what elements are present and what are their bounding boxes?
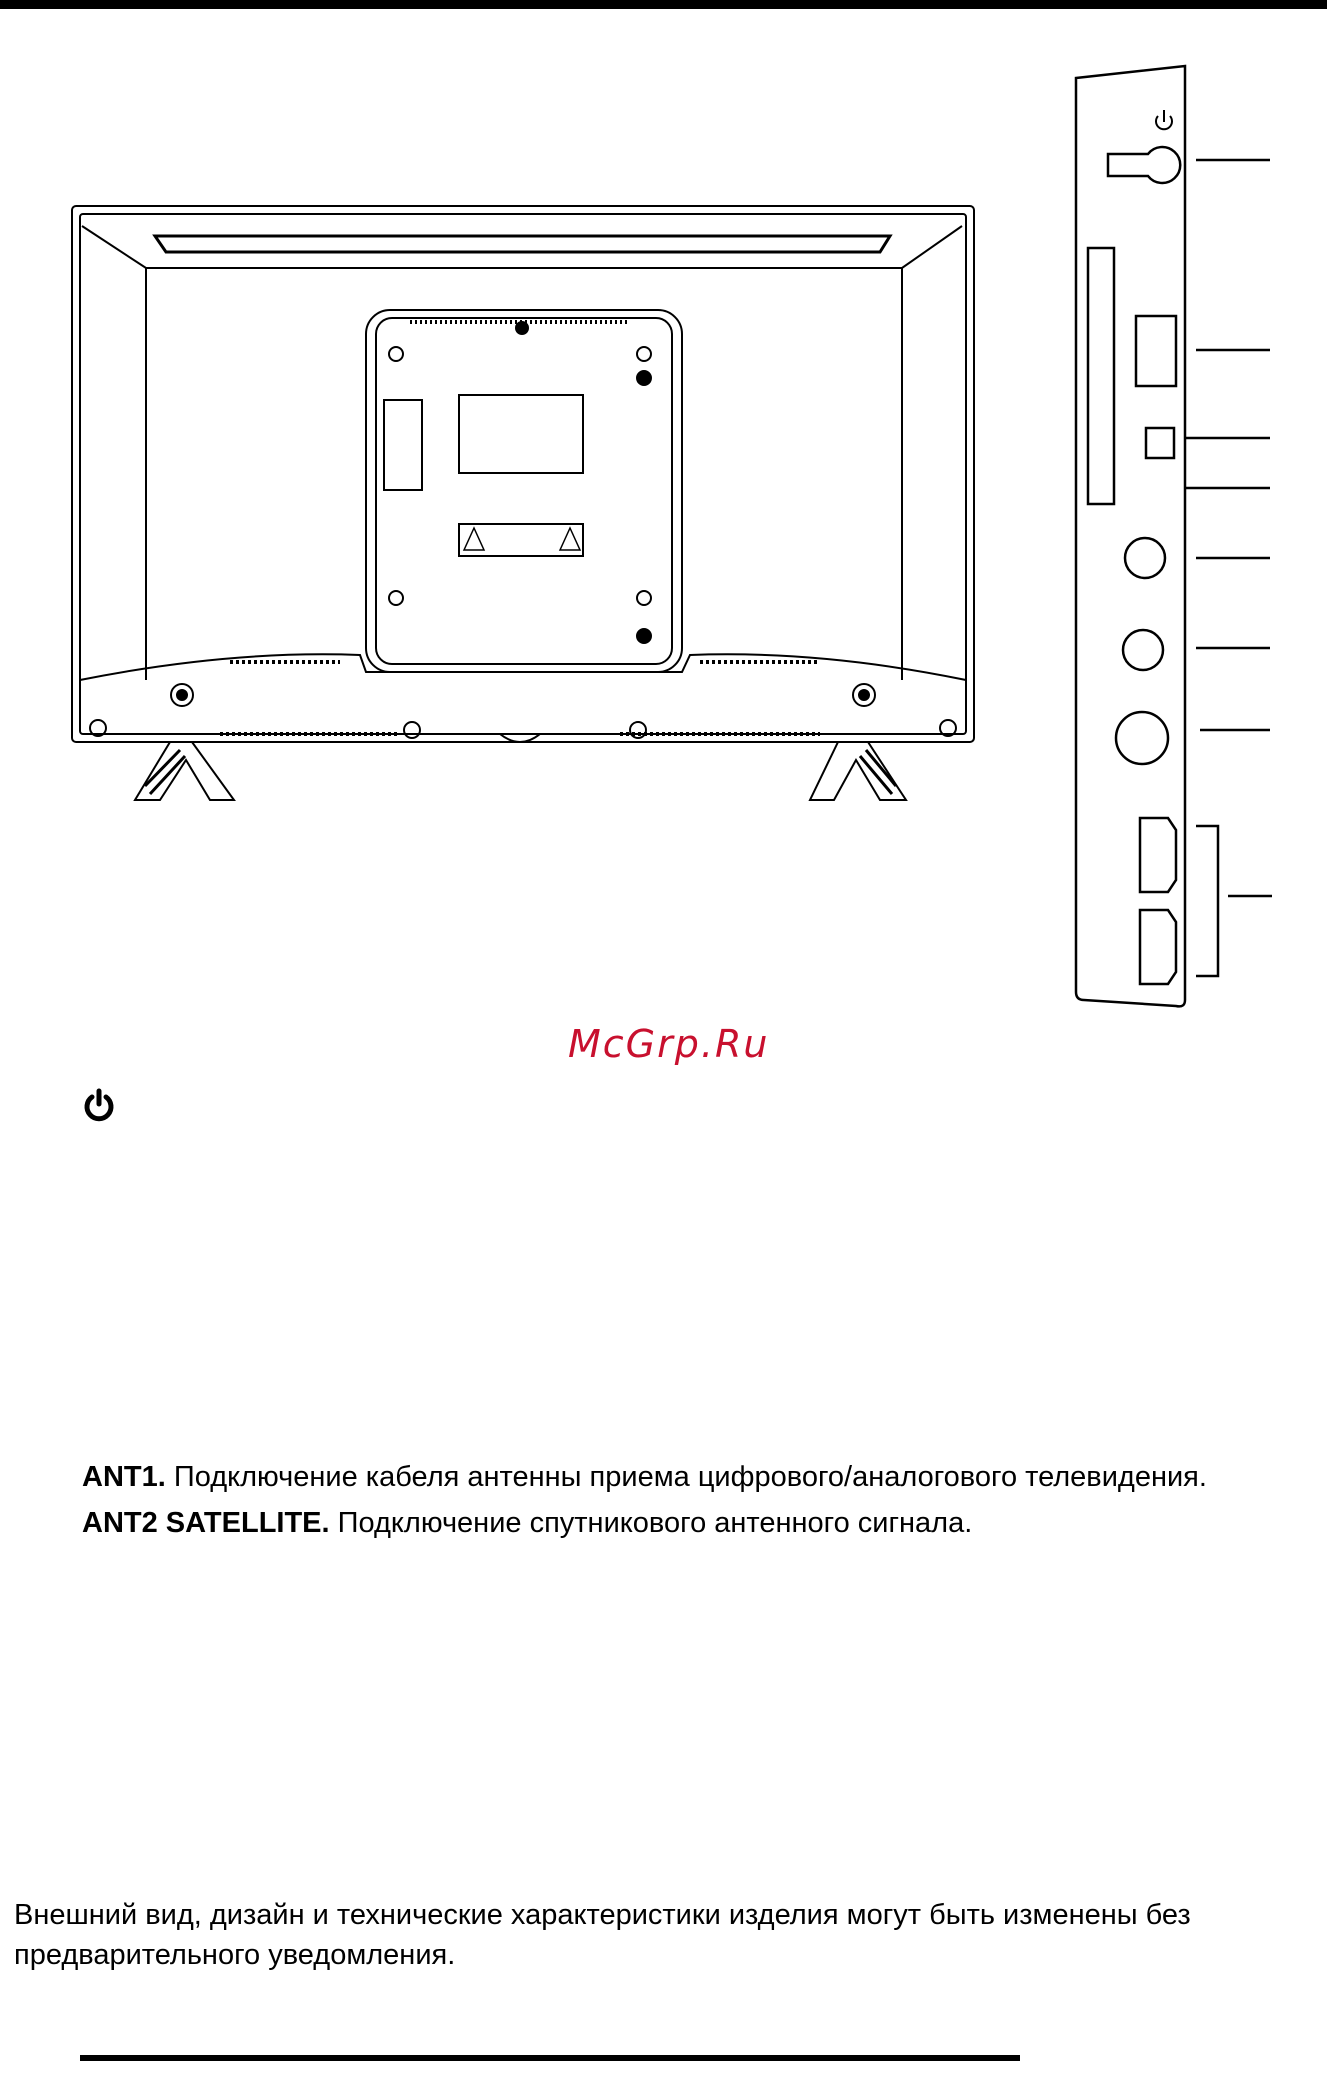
ant2-note <box>82 1505 972 1541</box>
power-icon <box>82 1088 116 1122</box>
tv-rear-diagram <box>0 0 1327 1010</box>
ant1-term: ANT1. <box>82 1461 166 1493</box>
ant1-note <box>82 1459 1207 1495</box>
ant2-term: ANT2 SATELLITE. <box>82 1507 330 1539</box>
watermark: McGrp.Ru <box>568 1022 770 1066</box>
ant2-text: Подключение спутникового антенного сигнала. <box>329 1507 973 1539</box>
disclaimer: Внешний вид, дизайн и технические характеристики изделия могут быть изменены без предварительного уведомления. <box>14 1899 1191 1971</box>
bottom-rule <box>80 2055 1020 2061</box>
tv-back-panel <box>72 206 974 800</box>
ant1-text: Подключение кабеля антенны приема цифрового/аналогового телевидения. <box>165 1461 1207 1493</box>
side-connector-panel <box>1076 66 1272 1006</box>
